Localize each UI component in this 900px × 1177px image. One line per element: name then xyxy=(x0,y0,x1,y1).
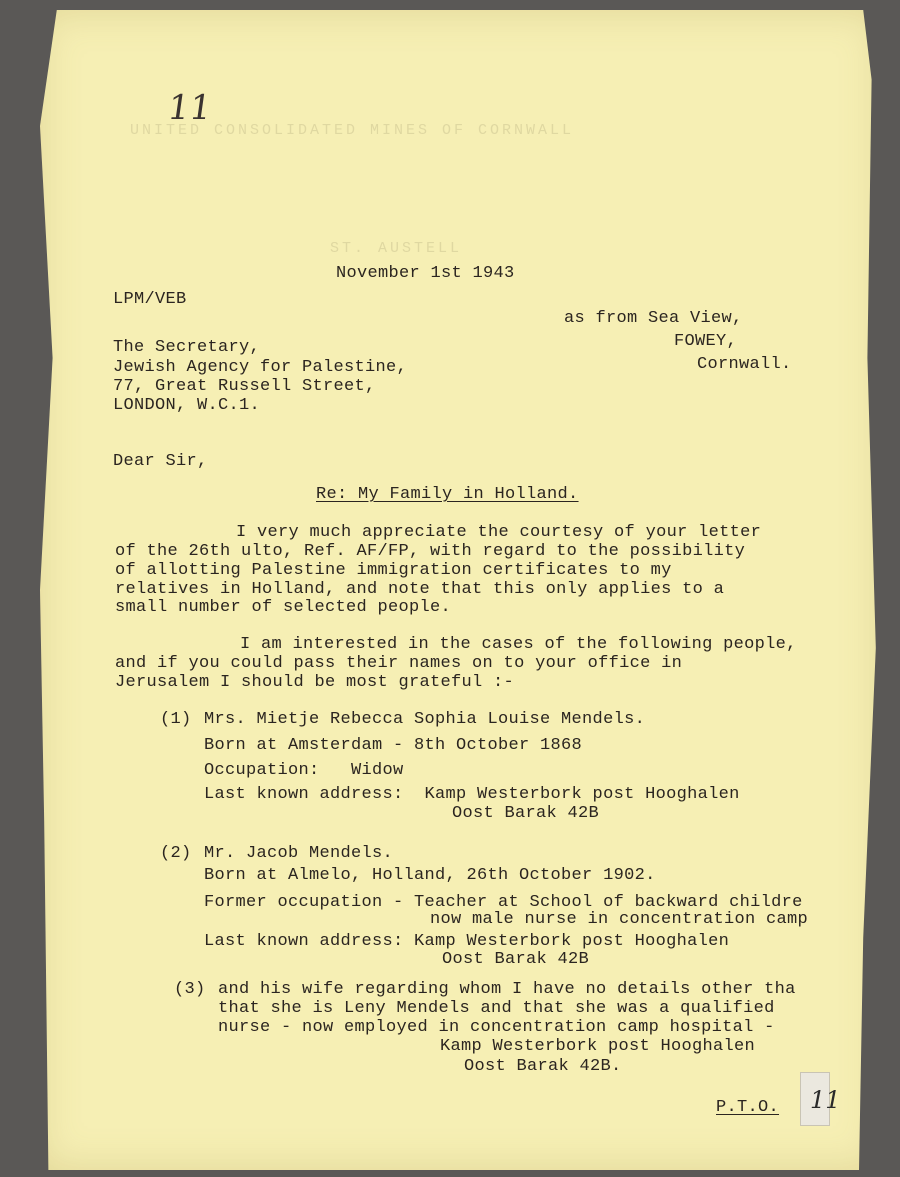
sender-address-line-1: as from Sea View, xyxy=(564,309,743,328)
paragraph-1-line-5: small number of selected people. xyxy=(115,598,452,617)
person-1-born: Born at Amsterdam - 8th October 1868 xyxy=(204,736,583,755)
person-2-born: Born at Almelo, Holland, 26th October 1902. xyxy=(204,866,656,885)
person-3-line-2: that she is Leny Mendels and that she was a qualified xyxy=(218,999,775,1018)
person-2-name: Mr. Jacob Mendels. xyxy=(204,844,394,863)
paragraph-2-line-3: Jerusalem I should be most grateful :- xyxy=(115,673,515,692)
person-3-address-line-1: Kamp Westerbork post Hooghalen xyxy=(440,1037,756,1056)
person-1-name: Mrs. Mietje Rebecca Sophia Louise Mendels. xyxy=(204,710,646,729)
paragraph-2-line-2: and if you could pass their names on to your office in xyxy=(115,654,683,673)
person-1-address-line-1: Last known address: Kamp Westerbork post Hooghalen xyxy=(204,785,740,804)
pto-note: P.T.O. xyxy=(716,1098,780,1117)
handwritten-mark: 11 xyxy=(165,88,215,128)
recipient-line-1: The Secretary, xyxy=(113,338,261,357)
person-2-occupation-line-1: Former occupation - Teacher at School of backward childre xyxy=(204,893,803,912)
archive-folio-number: 11 xyxy=(810,1086,841,1114)
recipient-line-4: LONDON, W.C.1. xyxy=(113,396,261,415)
paragraph-1-line-2: of the 26th ulto, Ref. AF/FP, with regard to the possibility xyxy=(115,542,746,561)
recipient-line-2: Jewish Agency for Palestine, xyxy=(113,358,408,377)
sender-address-line-3: Cornwall. xyxy=(697,355,792,374)
paragraph-1-line-3: of allotting Palestine immigration certificates to my xyxy=(115,561,672,580)
bleed-through-text: UNITED CONSOLIDATED MINES OF CORNWALL xyxy=(130,122,575,139)
paragraph-1-line-1: I very much appreciate the courtesy of your letter xyxy=(236,523,762,542)
subject-line: Re: My Family in Holland. xyxy=(316,485,579,504)
person-1-occupation: Occupation: Widow xyxy=(204,761,404,780)
letter-date: November 1st 1943 xyxy=(336,264,515,283)
salutation: Dear Sir, xyxy=(113,452,208,471)
paragraph-2-line-1: I am interested in the cases of the following people, xyxy=(240,635,797,654)
person-3-line-1: and his wife regarding whom I have no details other tha xyxy=(218,980,796,999)
person-1-address-line-2: Oost Barak 42B xyxy=(452,804,600,823)
person-2-address-line-2: Oost Barak 42B xyxy=(442,950,590,969)
person-1-number: (1) xyxy=(160,710,192,729)
recipient-line-3: 77, Great Russell Street, xyxy=(113,377,376,396)
person-3-address-line-2: Oost Barak 42B. xyxy=(464,1057,622,1076)
reference-code: LPM/VEB xyxy=(113,290,187,309)
person-3-number: (3) xyxy=(174,980,206,999)
bleed-through-text-2: ST. AUSTELL xyxy=(330,240,463,257)
person-2-address-line-1: Last known address: Kamp Westerbork post Hooghalen xyxy=(204,932,730,951)
person-2-number: (2) xyxy=(160,844,192,863)
paragraph-1-line-4: relatives in Holland, and note that this only applies to a xyxy=(115,580,725,599)
person-3-line-3: nurse - now employed in concentration camp hospital - xyxy=(218,1018,775,1037)
sender-address-line-2: FOWEY, xyxy=(674,332,738,351)
person-2-occupation-line-2: now male nurse in concentration camp xyxy=(430,910,809,929)
